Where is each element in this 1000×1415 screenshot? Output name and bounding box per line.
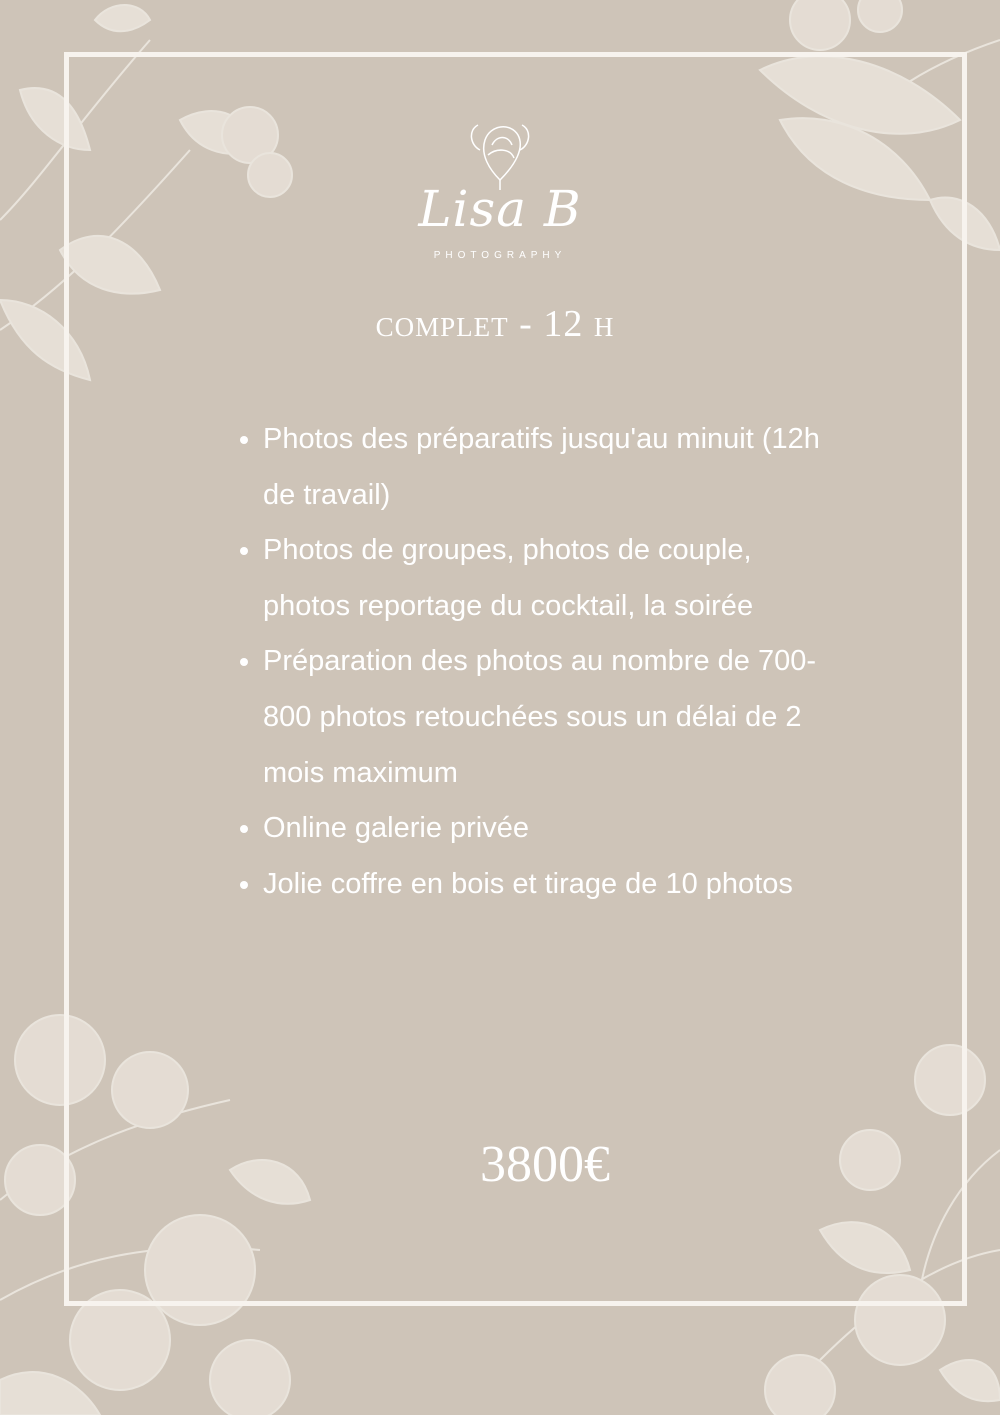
brand-logo bbox=[400, 110, 600, 270]
rose-icon bbox=[400, 110, 600, 190]
feature-item: Jolie coffre en bois et tirage de 10 photos bbox=[236, 857, 836, 913]
feature-item: Online galerie privée bbox=[236, 801, 836, 857]
logo-script-text: Lisa B bbox=[418, 180, 582, 238]
package-price: 3800€ bbox=[480, 1136, 610, 1193]
feature-item: Photos de groupes, photos de couple, photos reportage du cocktail, la soirée bbox=[236, 523, 836, 634]
feature-list bbox=[236, 412, 836, 912]
feature-item: Préparation des photos au nombre de 700-800 photos retouchées sous un délai de 2 mois maximum bbox=[236, 634, 836, 801]
package-title: complet - 12 h bbox=[375, 303, 615, 345]
logo-subtitle: PHOTOGRAPHY bbox=[433, 250, 567, 261]
feature-item: Photos des préparatifs jusqu'au minuit (12h de travail) bbox=[236, 412, 836, 523]
